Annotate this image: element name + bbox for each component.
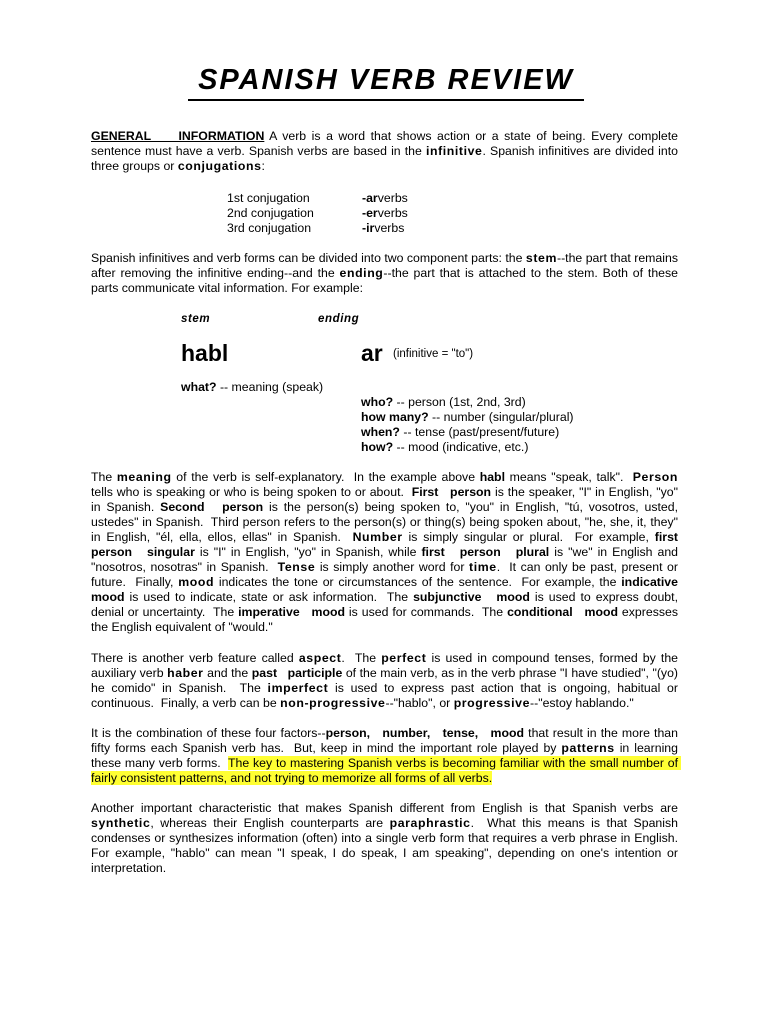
ending-question: how?: [361, 440, 394, 454]
text-span: A verb is a word that shows action or a state of being. Every complete sentence must have a verb. Spanish verbs are based in the: [91, 129, 678, 158]
text-span: is the speaker, "I" in English, "yo" in Spanish.: [91, 485, 682, 514]
text-span: and the: [203, 666, 252, 680]
term-aspect: aspect: [298, 651, 342, 665]
text-span: :: [261, 159, 265, 173]
text-span: is used to express past action that is ongoing, habitual or continuous. Finally, a verb can be: [91, 681, 682, 710]
term-patterns: patterns: [561, 741, 615, 755]
conjugation-name: 1st conjugation: [227, 191, 310, 205]
text-span: The: [91, 470, 117, 484]
aspect-paragraph: [91, 651, 682, 711]
stem-label: stem: [181, 313, 211, 325]
conjugation-suffix-rest: verbs: [374, 221, 405, 235]
term-synthetic: synthetic: [91, 816, 151, 830]
term-stem: stem: [525, 251, 557, 265]
text-span: means "speak, talk".: [504, 470, 633, 484]
conjugation-suffix: [362, 191, 408, 206]
conjugation-suffix: [362, 206, 408, 221]
text-span: is simply another word for: [315, 560, 469, 574]
term-first-person-singular: first person singular: [91, 530, 689, 559]
conjugation-suffix-bold: -ir: [362, 221, 375, 235]
text-span: expresses the English equivalent of "would.": [91, 605, 682, 634]
text-span: is "I" in English, "yo" in Spanish, while: [194, 545, 422, 559]
meaning-paragraph: [91, 470, 689, 635]
text-span: Spanish infinitives and verb forms can be divided into two component parts: the: [91, 251, 526, 265]
text-span: in learning these many verb forms.: [91, 741, 682, 770]
term-meaning: meaning: [116, 470, 172, 484]
term-four-factors: person, number, tense, mood: [325, 726, 525, 740]
term-infinitive: infinitive: [425, 144, 483, 158]
text-span: of the verb is self-explanatory. In the example above: [171, 470, 480, 484]
term-mood: mood: [178, 575, 215, 589]
conjugation-suffix-bold: -ar: [362, 191, 378, 205]
term-tense: Tense: [277, 560, 316, 574]
ending-answer: -- mood (indicative, etc.): [393, 440, 529, 454]
text-span: is the person(s) being spoken to, "you" in English, "tú, vosotros, usted, ustedes" in Spanish. Third person refers to the person(s) or thing(s) being spoken about, "he, she, it, they" in English, "él, ella, ellos, ellas" in Spanish.: [91, 500, 682, 544]
term-subjunctive-mood: subjunctive mood: [413, 590, 530, 604]
ending-info-item: [361, 410, 574, 425]
stem-question: what?: [181, 380, 217, 394]
ending-answer: -- person (1st, 2nd, 3rd): [393, 395, 526, 409]
ending-word: ar: [361, 340, 383, 366]
term-person: Person: [632, 470, 679, 484]
ending-info-item: [361, 395, 526, 410]
text-span: There is another verb feature called: [91, 651, 299, 665]
text-span: --the part that is attached to the stem. Both of these parts communicate vital information. For example:: [91, 266, 678, 295]
ending-info-item: [361, 425, 559, 440]
text-span: of the main verb, as in the verb phrase "I have studied", "(yo) he comido" in Spanish. The: [91, 666, 682, 695]
term-second-person: Second person: [160, 500, 264, 514]
term-perfect: perfect: [381, 651, 427, 665]
ending-question: how many?: [361, 410, 429, 424]
term-progressive: progressive: [453, 696, 531, 710]
term-past-participle: past participle: [251, 666, 343, 680]
text-span: . Spanish infinitives are divided into three groups or: [91, 144, 678, 173]
conjugation-suffix: [362, 221, 405, 236]
term-first-person-plural: first person plural: [421, 545, 550, 559]
conjugation-suffix-rest: verbs: [377, 206, 408, 220]
term-conditional-mood: conditional mood: [507, 605, 618, 619]
synthetic-paragraph: [91, 801, 685, 876]
text-span: is used to express doubt, denial or uncertainty. The: [91, 590, 682, 619]
ending-question: who?: [361, 395, 394, 409]
stem-answer: -- meaning (speak): [216, 380, 324, 394]
conjugation-name: 2nd conjugation: [227, 206, 314, 220]
text-span: is used for commands. The: [344, 605, 508, 619]
term-first-person: First person: [411, 485, 492, 499]
text-span: It is the combination of these four factors--: [91, 726, 326, 740]
text-span: is simply singular or plural. For example,: [402, 530, 655, 544]
text-span: is "we" in English and "nosotros, nosotras" in Spanish.: [91, 545, 682, 574]
conjugation-suffix-bold: -er: [362, 206, 378, 220]
ending-question: when?: [361, 425, 400, 439]
ending-info-item: [361, 440, 528, 455]
text-span: . What this means is that Spanish condenses or synthesizes information (often) into a single verb form that requires a verb phrase in English. For example, "hablo" can mean "I speak, I do speak, I am speaking", depending on one's intention or interpretation.: [91, 816, 685, 875]
stem-meaning: [181, 380, 323, 395]
term-habl: habl: [479, 470, 505, 484]
ending-answer: -- number (singular/plural): [428, 410, 574, 424]
ending-label: ending: [318, 313, 360, 325]
term-imperfect: imperfect: [267, 681, 329, 695]
term-paraphrastic: paraphrastic: [389, 816, 471, 830]
text-span: , whereas their English counterparts are: [150, 816, 390, 830]
combination-paragraph: [91, 726, 682, 786]
ending-note: (infinitive = "to"): [393, 348, 474, 360]
text-span: --"hablo", or: [385, 696, 454, 710]
text-span: that result in the more than fifty forms each Spanish verb has. But, keep in mind the important role played by: [91, 726, 682, 755]
term-indicative-mood: indicative mood: [91, 575, 689, 604]
text-span: --"estoy hablando.": [530, 696, 634, 710]
highlighted-key-sentence: The key to mastering Spanish verbs is becoming familiar with the small number of fairly consistent patterns, and not trying to memorize all forms of all verbs.: [91, 756, 682, 785]
text-span: is used in compound tenses, formed by the auxiliary verb: [91, 651, 682, 680]
term-time: time: [469, 560, 497, 574]
term-ending: ending: [339, 266, 384, 280]
stem-word: habl: [181, 340, 229, 366]
page-title: SPANISH VERB REVIEW: [188, 62, 584, 101]
conjugation-suffix-rest: verbs: [377, 191, 408, 205]
text-span: indicates the tone or circumstances of the sentence. For example, the: [214, 575, 622, 589]
term-number: Number: [352, 530, 403, 544]
term-haber: haber: [167, 666, 204, 680]
text-span: --the part that remains after removing the infinitive ending--and the: [91, 251, 678, 280]
term-conjugations: conjugations: [177, 159, 262, 173]
ending-answer: -- tense (past/present/future): [399, 425, 560, 439]
general-information-paragraph: [91, 129, 678, 174]
text-span: . It can only be past, present or future. Finally,: [91, 560, 682, 589]
term-imperative-mood: imperative mood: [238, 605, 345, 619]
term-non-progressive: non-progressive: [280, 696, 386, 710]
text-span: Another important characteristic that makes Spanish different from English is that Spanish verbs are: [91, 801, 682, 815]
text-span: tells who is speaking or who is being spoken to or about.: [91, 470, 682, 499]
conjugation-name: 3rd conjugation: [227, 221, 312, 235]
component-parts-paragraph: [91, 251, 678, 296]
text-span: is used to indicate, state or ask information. The: [124, 590, 414, 604]
general-information-heading: GENERAL INFORMATION: [91, 129, 265, 143]
text-span: . The: [341, 651, 382, 665]
